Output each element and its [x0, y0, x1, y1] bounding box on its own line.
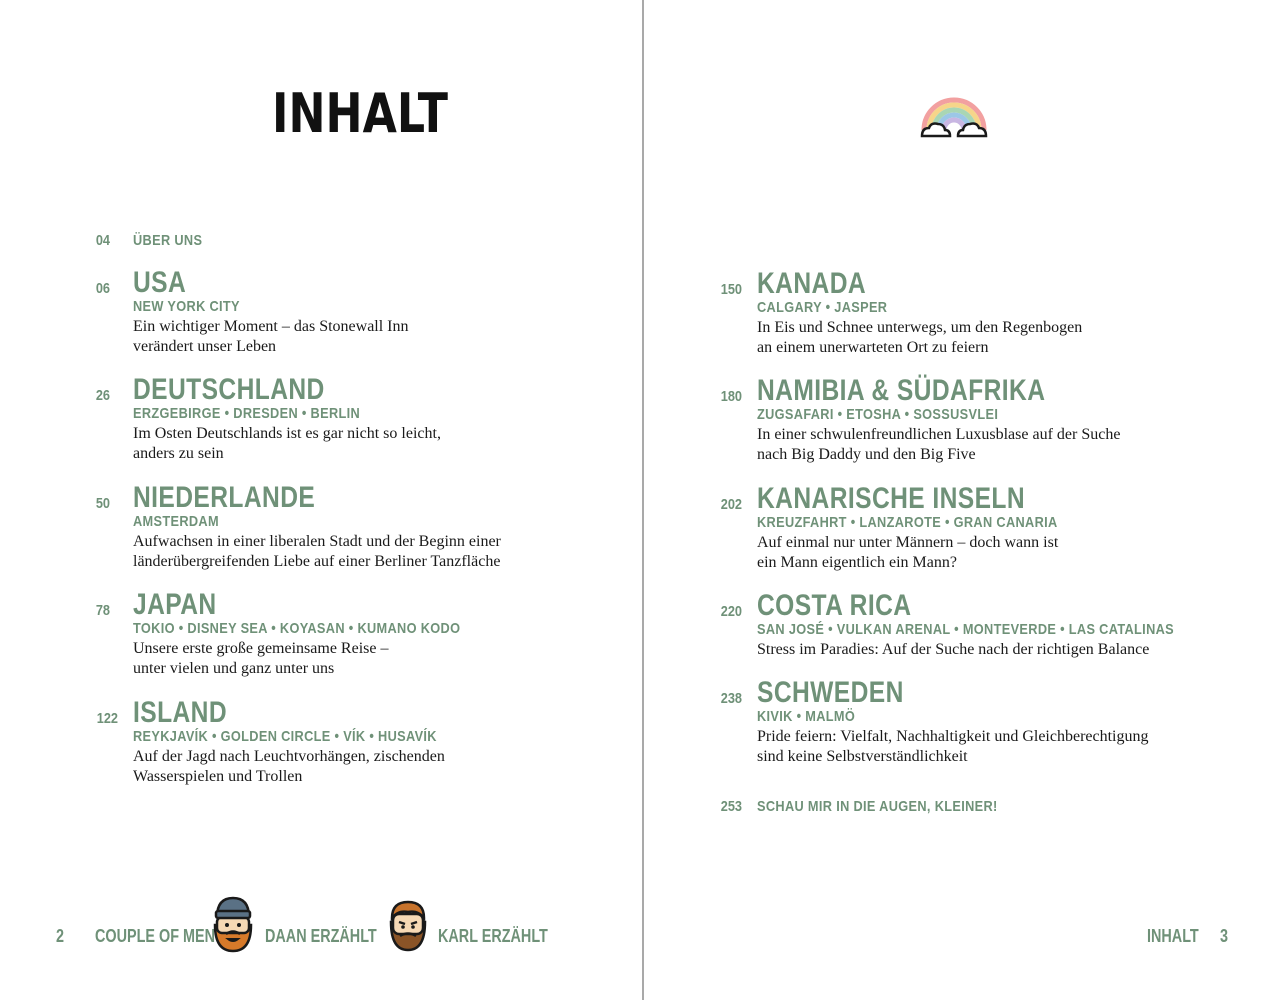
toc-description: In einer schwulenfreundlichen Luxusblase auf der Suche — [757, 426, 1121, 443]
toc-page-number: 78 — [95, 602, 110, 619]
toc-description: In Eis und Schnee unterwegs, um den Regenbogen — [757, 319, 1083, 336]
toc-title: NAMIBIA & SÜDAFRIKA — [757, 374, 1046, 407]
toc-title: ÜBER UNS — [133, 232, 203, 249]
rainbow-icon — [920, 92, 988, 140]
toc-description: Auf einmal nur unter Männern – doch wann ist — [757, 534, 1059, 551]
toc-subtitle: NEW YORK CITY — [133, 298, 240, 315]
toc-page-number: 04 — [95, 232, 110, 249]
page-number: 2 — [56, 926, 65, 946]
toc-description: länderübergreifenden Liebe auf einer Berliner Tanzfläche — [133, 553, 501, 570]
toc-description: Ein wichtiger Moment – das Stonewall Inn — [133, 318, 409, 335]
toc-subtitle: ERZGEBIRGE • DRESDEN • BERLIN — [133, 405, 361, 422]
toc-description: Pride feiern: Vielfalt, Nachhaltigkeit und Gleichberechtigung — [757, 728, 1149, 745]
daan-label: DAAN ERZÄHLT — [265, 926, 377, 946]
running-section-title: INHALT — [1147, 926, 1199, 946]
toc-title: COSTA RICA — [757, 589, 912, 622]
toc-title: ISLAND — [133, 696, 228, 729]
left-page — [0, 0, 642, 1000]
toc-page-number: 150 — [720, 281, 742, 298]
toc-page-number: 26 — [95, 387, 110, 404]
karl-label: KARL ERZÄHLT — [438, 926, 548, 946]
toc-title: SCHAU MIR IN DIE AUGEN, KLEINER! — [757, 798, 998, 815]
toc-description: Im Osten Deutschlands ist es gar nicht so leicht, — [133, 425, 441, 442]
toc-page-number: 06 — [95, 280, 110, 297]
toc-description: Stress im Paradies: Auf der Suche nach der richtigen Balance — [757, 641, 1150, 658]
toc-subtitle: SAN JOSÉ • VULKAN ARENAL • MONTEVERDE • LAS CATALINAS — [757, 621, 1175, 638]
toc-title: KANADA — [757, 267, 867, 300]
toc-subtitle: TOKIO • DISNEY SEA • KOYASAN • KUMANO KODO — [133, 620, 461, 637]
toc-page-number: 202 — [720, 496, 742, 513]
toc-description: verändert unser Leben — [133, 338, 277, 355]
toc-page-number: 220 — [720, 603, 742, 620]
daan-avatar-icon — [211, 895, 255, 953]
right-page — [644, 0, 1285, 1000]
toc-title: DEUTSCHLAND — [133, 373, 325, 406]
toc-page-number: 180 — [720, 388, 742, 405]
toc-description: Aufwachsen in einer liberalen Stadt und der Beginn einer — [133, 533, 501, 550]
page-heading: INHALT — [272, 82, 448, 145]
toc-page-number: 253 — [720, 798, 742, 815]
toc-description: unter vielen und ganz unter uns — [133, 660, 335, 677]
karl-avatar-icon — [388, 900, 428, 952]
toc-subtitle: CALGARY • JASPER — [757, 299, 888, 316]
toc-description: sind keine Selbstverständlichkeit — [757, 748, 968, 765]
book-title: COUPLE OF MEN — [95, 926, 216, 946]
toc-title: SCHWEDEN — [757, 676, 904, 709]
toc-subtitle: ZUGSAFARI • ETOSHA • SOSSUSVLEI — [757, 406, 999, 423]
toc-description: nach Big Daddy und den Big Five — [757, 446, 976, 463]
toc-page-number: 238 — [720, 690, 742, 707]
toc-title: USA — [133, 266, 187, 299]
toc-title: KANARISCHE INSELN — [757, 482, 1026, 515]
toc-page-number: 122 — [96, 710, 118, 727]
toc-title: NIEDERLANDE — [133, 481, 316, 514]
toc-subtitle: AMSTERDAM — [133, 513, 219, 530]
toc-description: Auf der Jagd nach Leuchtvorhängen, zischenden — [133, 748, 445, 765]
toc-subtitle: KIVIK • MALMÖ — [757, 708, 856, 725]
toc-description: anders zu sein — [133, 445, 224, 462]
toc-description: ein Mann eigentlich ein Mann? — [757, 554, 957, 571]
toc-description: Wasserspielen und Trollen — [133, 768, 303, 785]
toc-page-number: 50 — [95, 495, 110, 512]
toc-description: Unsere erste große gemeinsame Reise – — [133, 640, 389, 657]
toc-subtitle: REYKJAVÍK • GOLDEN CIRCLE • VÍK • HUSAVÍK — [133, 728, 437, 745]
toc-description: an einem unerwarteten Ort zu feiern — [757, 339, 989, 356]
toc-title: JAPAN — [133, 588, 217, 621]
page-number: 3 — [1220, 926, 1229, 946]
toc-subtitle: KREUZFAHRT • LANZAROTE • GRAN CANARIA — [757, 514, 1058, 531]
